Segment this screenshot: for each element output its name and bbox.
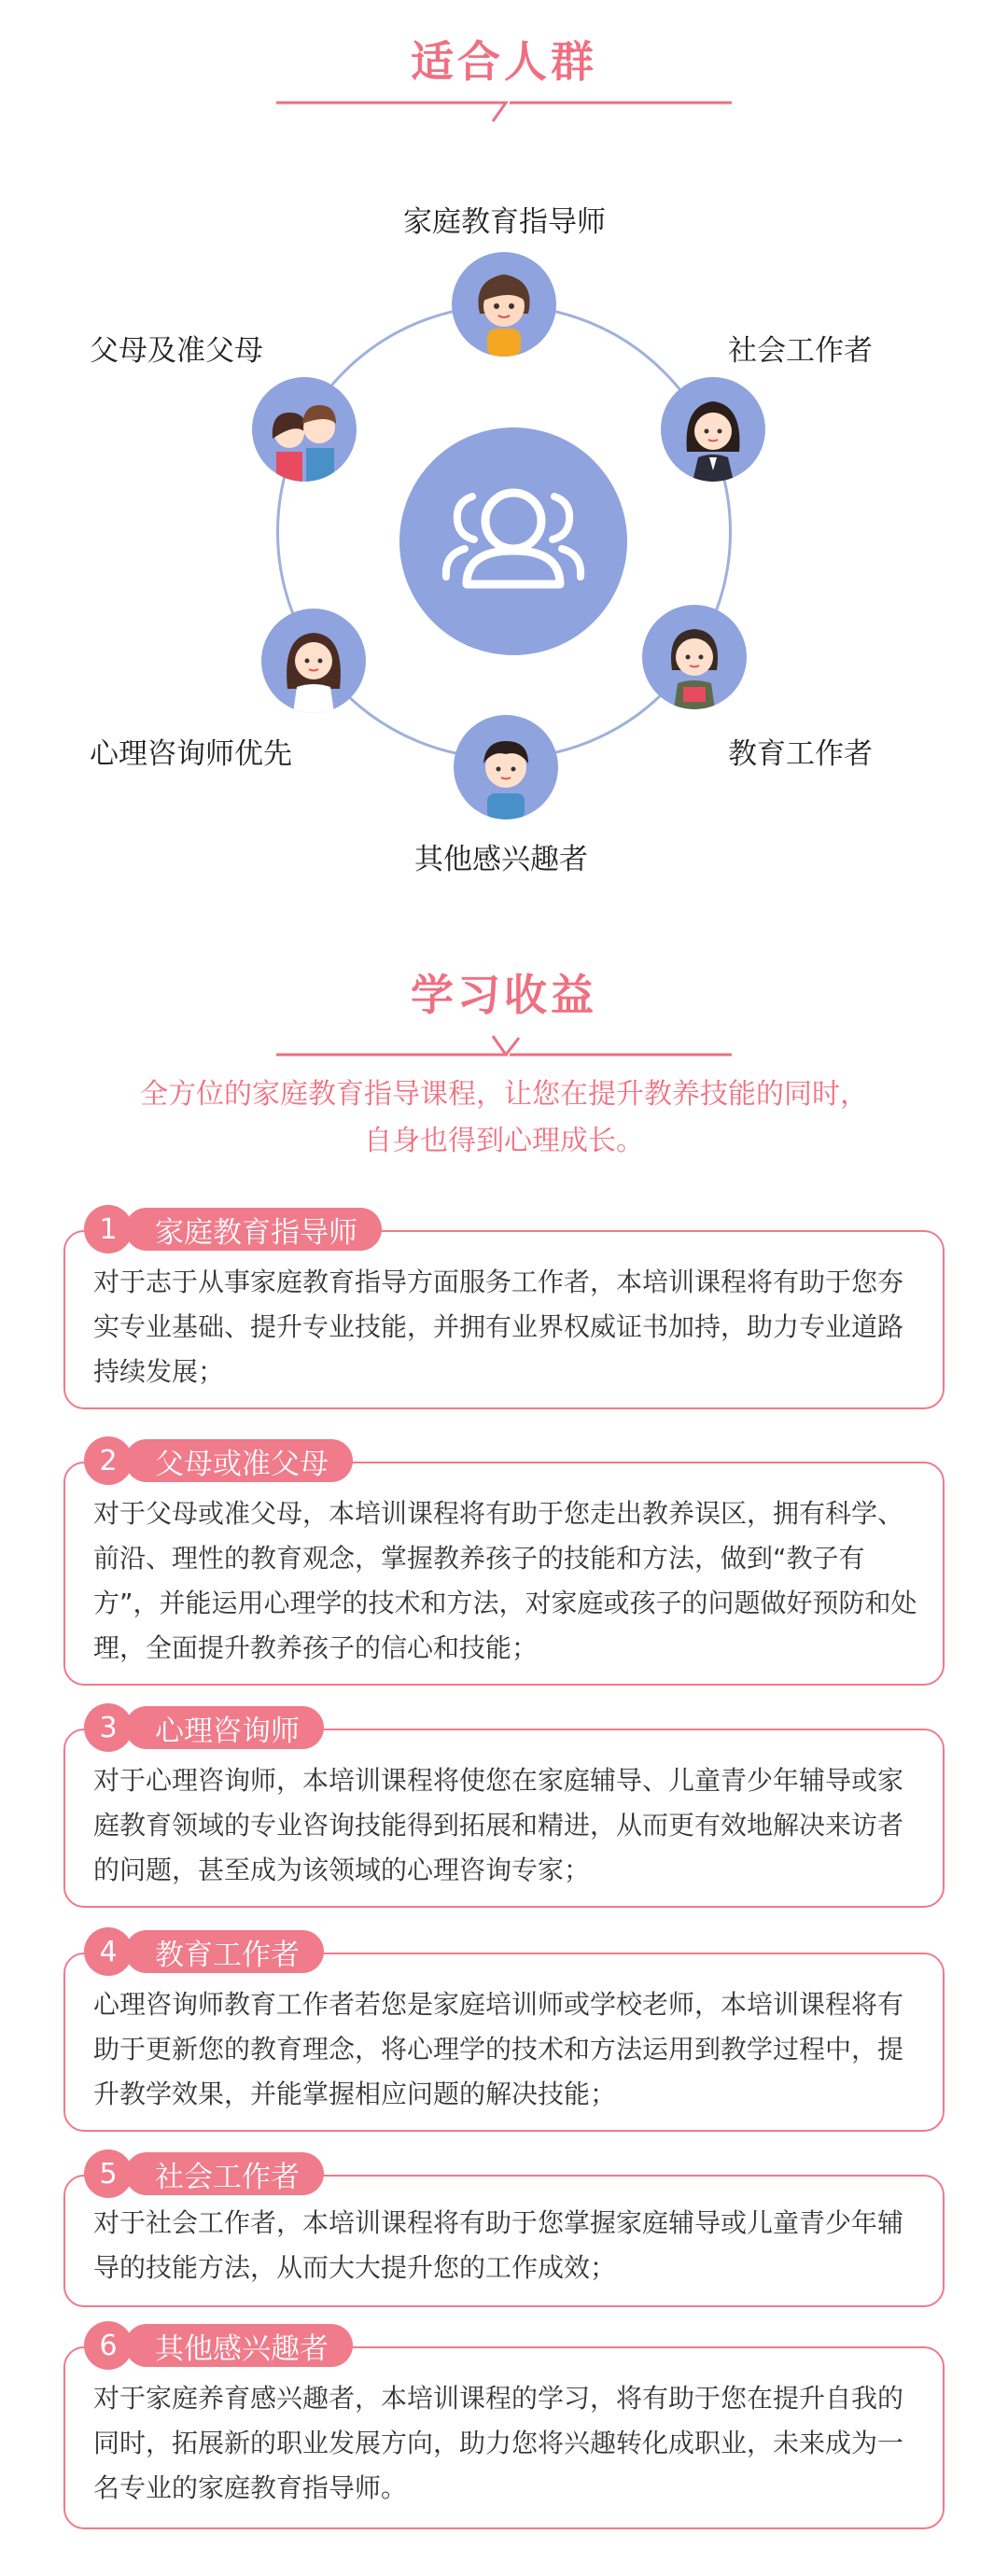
benefit-tag-label: 其他感兴趣者	[125, 2324, 353, 2367]
counselor-avatar-icon	[261, 609, 366, 713]
benefit-tag-label: 心理咨询师	[125, 1706, 324, 1749]
teacher-avatar-icon	[642, 605, 747, 709]
benefits-title: 学习收益	[411, 970, 597, 1020]
node-label-others: 其他感兴趣者	[414, 843, 588, 876]
audience-title-underline	[271, 93, 737, 131]
benefit-card-text: 对于心理咨询师，本培训课程将使您在家庭辅导、儿童青少年辅导或家庭教育领域的专业咨询技能得到拓展和精进，从而更有效地解决来访者的问题，甚至成为该领域的心理咨询专家；	[93, 1765, 904, 1885]
benefits-subtitle-line1: 全方位的家庭教育指导课程，让您在提升教养技能的同时，	[140, 1078, 868, 1111]
benefit-tag-2	[84, 1435, 353, 1486]
benefit-card-3	[63, 1729, 945, 1908]
benefit-card-text: 对于社会工作者，本培训课程将有助于您掌握家庭辅导或儿童青少年辅导的技能方法，从而大大提升您的工作成效；	[93, 2207, 904, 2283]
benefit-tag-4	[84, 1926, 324, 1977]
girl-avatar-icon	[452, 252, 556, 357]
benefit-card-4	[63, 1953, 945, 2132]
benefit-tag-number: 3	[84, 1703, 133, 1752]
benefit-card-text: 对于父母或准父母，本培训课程将有助于您走出教养误区，拥有科学、前沿、理性的教育观念，掌握教养孩子的技能和方法，做到“教子有方”，并能运用心理学的技术和方法，对家庭或孩子的问题做好预防和处理，全面提升教养孩子的信心和技能；	[93, 1498, 917, 1663]
benefit-card-text: 心理咨询师教育工作者若您是家庭培训师或学校老师，本培训课程将有助于更新您的教育理念，将心理学的技术和方法运用到教学过程中，提升教学效果，并能掌握相应问题的解决技能；	[93, 1989, 904, 2109]
audience-title: 适合人群	[411, 36, 597, 87]
benefit-tag-number: 6	[84, 2321, 133, 2370]
node-label-counselor: 心理咨询师优先	[90, 737, 292, 771]
benefit-tag-6	[84, 2320, 353, 2371]
node-label-social-worker: 社会工作者	[728, 334, 873, 368]
benefit-tag-number: 5	[84, 2149, 133, 2198]
benefit-tag-label: 父母或准父母	[125, 1439, 353, 1482]
woman-suit-avatar-icon	[661, 377, 765, 482]
couple-avatar-icon	[252, 377, 357, 482]
node-label-educator: 教育工作者	[728, 737, 873, 771]
node-label-parents: 父母及准父母	[90, 334, 263, 368]
benefit-tag-label: 社会工作者	[125, 2152, 324, 2195]
benefit-tag-3	[84, 1702, 324, 1753]
benefit-card-6	[63, 2346, 945, 2529]
users-group-icon	[399, 427, 627, 655]
boy-avatar-icon	[454, 715, 558, 819]
benefit-tag-number: 2	[84, 1436, 133, 1485]
benefits-title-underline	[271, 1029, 737, 1066]
node-label-family-guide: 家庭教育指导师	[403, 205, 606, 239]
benefit-tag-label: 家庭教育指导师	[125, 1208, 382, 1251]
benefit-card-1	[63, 1230, 945, 1409]
benefit-tag-5	[84, 2149, 324, 2199]
benefit-tag-1	[84, 1204, 382, 1254]
benefit-tag-number: 4	[84, 1927, 133, 1976]
benefit-tag-number: 1	[84, 1205, 133, 1253]
benefit-tag-label: 教育工作者	[125, 1930, 324, 1973]
benefit-card-2	[63, 1462, 945, 1686]
benefit-card-text: 对于志于从事家庭教育指导方面服务工作者，本培训课程将有助于您夯实专业基础、提升专业技能，并拥有业界权威证书加持，助力专业道路持续发展；	[93, 1267, 904, 1387]
benefits-subtitle-line2: 自身也得到心理成长。	[364, 1125, 644, 1157]
benefit-card-text: 对于家庭养育感兴趣者，本培训课程的学习，将有助于您在提升自我的同时，拓展新的职业发展方向，助力您将兴趣转化成职业，未来成为一名专业的家庭教育指导师。	[93, 2383, 904, 2503]
